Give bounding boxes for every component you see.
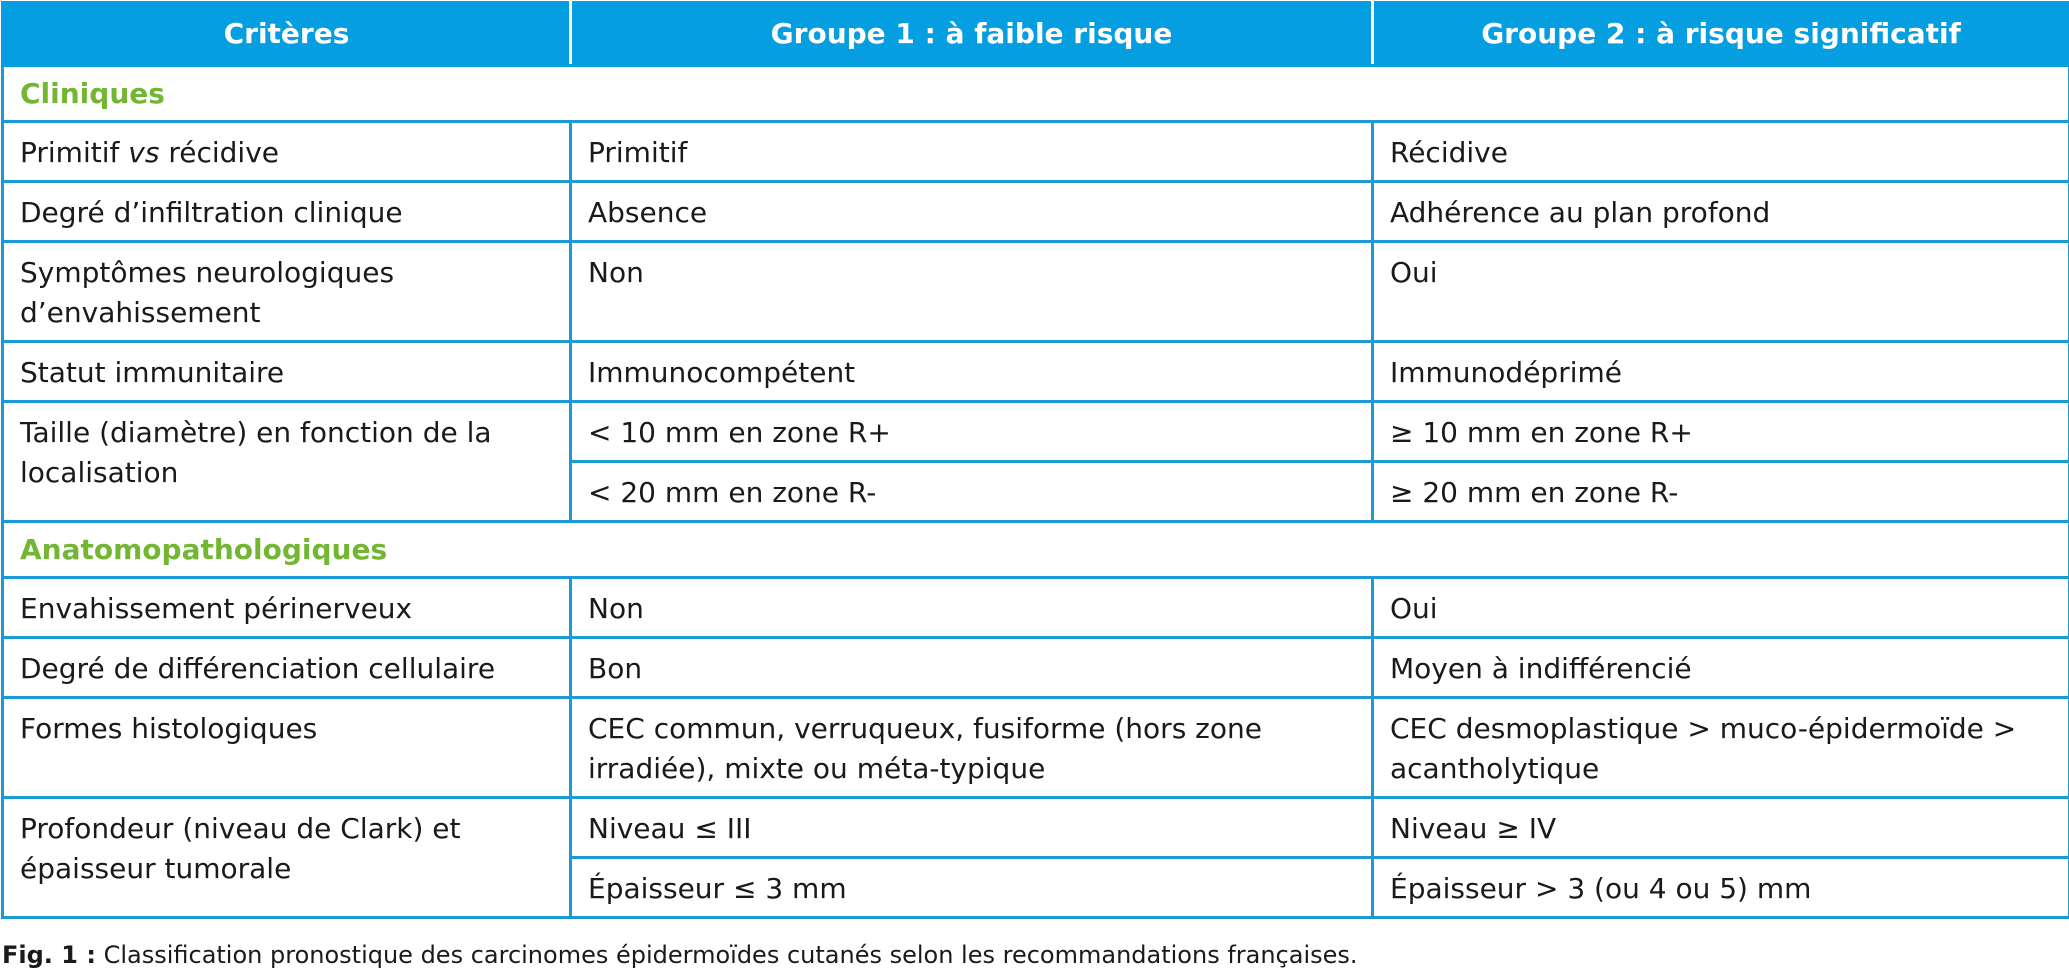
table-row bbox=[3, 638, 2069, 698]
criterion-cell: Degré d’infiltration clinique bbox=[3, 182, 571, 242]
criterion-cell: Formes histologiques bbox=[3, 698, 571, 798]
table-row bbox=[3, 402, 2069, 462]
header-groupe-2: Groupe 2 : à risque significatif bbox=[1373, 3, 2069, 66]
group1-cell: Bon bbox=[571, 638, 1373, 698]
criterion-italic: vs bbox=[128, 136, 160, 169]
table-row bbox=[3, 182, 2069, 242]
group2-cell: Oui bbox=[1373, 578, 2069, 638]
criterion-cell: Statut immunitaire bbox=[3, 342, 571, 402]
figure-caption-text: Classification pronostique des carcinomes épidermoïdes cutanés selon les recommandations françaises. bbox=[95, 941, 1358, 969]
group2-cell: Moyen à indifférencié bbox=[1373, 638, 2069, 698]
section-row bbox=[3, 522, 2069, 578]
section-title-cliniques: Cliniques bbox=[3, 66, 2069, 122]
header-groupe-1: Groupe 1 : à faible risque bbox=[571, 3, 1373, 66]
figure-label: Fig. 1 : bbox=[2, 941, 96, 969]
group1-cell: Absence bbox=[571, 182, 1373, 242]
criterion-cell: Degré de différenciation cellulaire bbox=[3, 638, 571, 698]
group1-cell: Non bbox=[571, 578, 1373, 638]
table-row bbox=[3, 242, 2069, 342]
criterion-text: Primitif bbox=[20, 136, 129, 169]
criterion-text: récidive bbox=[159, 136, 279, 169]
group2-cell: Oui bbox=[1373, 242, 2069, 342]
table-row bbox=[3, 798, 2069, 858]
group2-cell: Récidive bbox=[1373, 122, 2069, 182]
section-row bbox=[3, 66, 2069, 122]
group2-cell: ≥ 10 mm en zone R+ bbox=[1373, 402, 2069, 462]
group1-cell: Épaisseur ≤ 3 mm bbox=[571, 858, 1373, 918]
table-row bbox=[3, 122, 2069, 182]
group1-cell: Non bbox=[571, 242, 1373, 342]
group1-cell: Immunocompétent bbox=[571, 342, 1373, 402]
group1-cell: < 20 mm en zone R- bbox=[571, 462, 1373, 522]
group1-cell: Niveau ≤ III bbox=[571, 798, 1373, 858]
group2-cell: Adhérence au plan profond bbox=[1373, 182, 2069, 242]
group2-cell: CEC desmoplastique > muco-épidermoïde > acantholytique bbox=[1373, 698, 2069, 798]
group2-cell: ≥ 20 mm en zone R- bbox=[1373, 462, 2069, 522]
group2-cell: Immunodéprimé bbox=[1373, 342, 2069, 402]
section-title-anatomopathologiques: Anatomopathologiques bbox=[3, 522, 2069, 578]
group1-cell: Primitif bbox=[571, 122, 1373, 182]
classification-table bbox=[1, 1, 2069, 919]
group2-cell: Épaisseur > 3 (ou 4 ou 5) mm bbox=[1373, 858, 2069, 918]
group2-cell: Niveau ≥ IV bbox=[1373, 798, 2069, 858]
criterion-cell: Symptômes neurologiques d’envahissement bbox=[3, 242, 571, 342]
criterion-cell: Profondeur (niveau de Clark) et épaisseur tumorale bbox=[3, 798, 571, 918]
header-criteres: Critères bbox=[3, 3, 571, 66]
criterion-cell: Taille (diamètre) en fonction de la localisation bbox=[3, 402, 571, 522]
criterion-cell bbox=[3, 122, 571, 182]
figure-caption bbox=[2, 940, 1358, 970]
header-row bbox=[3, 3, 2069, 66]
table-row bbox=[3, 578, 2069, 638]
table-row bbox=[3, 342, 2069, 402]
group1-cell: CEC commun, verruqueux, fusiforme (hors zone irradiée), mixte ou méta-typique bbox=[571, 698, 1373, 798]
criterion-cell: Envahissement périnerveux bbox=[3, 578, 571, 638]
table-row bbox=[3, 698, 2069, 798]
group1-cell: < 10 mm en zone R+ bbox=[571, 402, 1373, 462]
